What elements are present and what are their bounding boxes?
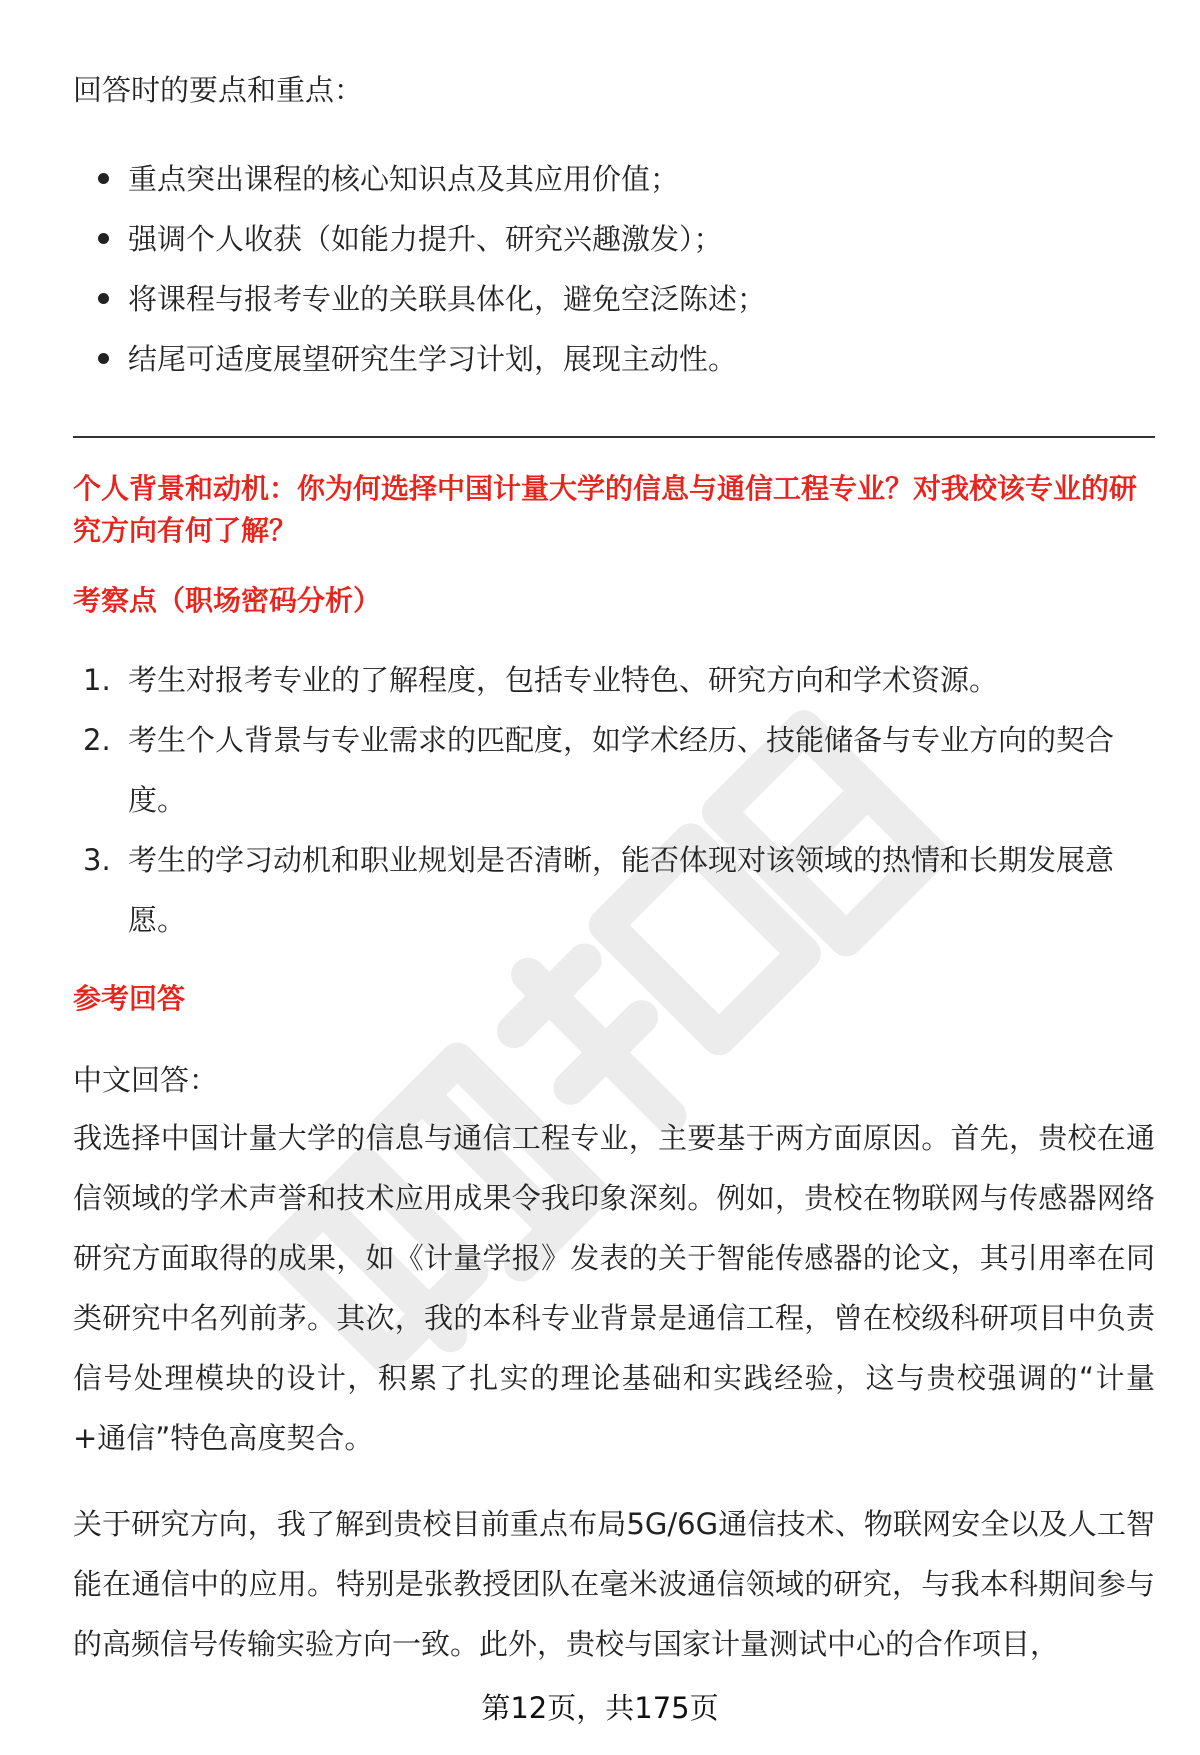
list-item bbox=[73, 710, 1155, 830]
list-item-text: 重点突出课程的核心知识点及其应用价值； bbox=[128, 162, 680, 196]
list-item bbox=[73, 329, 766, 389]
answer-paragraph: 关于研究方向，我了解到贵校目前重点布局5G/6G通信技术、物联网安全以及人工智能在通信中的应用。特别是张教授团队在毫米波通信领域的研究，与我本科期间参与的高频信号传输实验方向一致。此外，贵校与国家计量测试中心的合作项目， bbox=[73, 1507, 1155, 1661]
list-item-text: 强调个人收获（如能力提升、研究兴趣激发）； bbox=[128, 222, 723, 256]
list-number: 2. bbox=[83, 723, 111, 757]
list-item bbox=[73, 830, 1155, 950]
reference-heading: 参考回答 bbox=[73, 982, 186, 1015]
list-item bbox=[73, 149, 766, 209]
list-item bbox=[73, 269, 766, 329]
page-footer: 第12页，共175页 bbox=[481, 1691, 719, 1725]
list-number: 3. bbox=[83, 843, 111, 877]
list-item-text: 结尾可适度展望研究生学习计划，展现主动性。 bbox=[128, 342, 738, 376]
examine-points-list bbox=[73, 650, 1155, 950]
intro-text: 回答时的要点和重点： bbox=[73, 73, 364, 107]
bullet-icon bbox=[98, 233, 109, 244]
examine-heading: 考察点（职场密码分析） bbox=[73, 584, 382, 617]
bullet-icon bbox=[98, 173, 109, 184]
list-item-text: 考生个人背景与专业需求的匹配度，如学术经历、技能储备与专业方向的契合度。 bbox=[128, 723, 1115, 817]
key-points-list bbox=[73, 149, 766, 389]
bullet-icon bbox=[98, 353, 109, 364]
list-item bbox=[73, 650, 1155, 710]
list-item-text: 将课程与报考专业的关联具体化，避免空泛陈述； bbox=[128, 282, 767, 316]
list-item bbox=[73, 209, 766, 269]
list-number: 1. bbox=[83, 663, 111, 697]
list-item-text: 考生的学习动机和职业规划是否清晰，能否体现对该领域的热情和长期发展意愿。 bbox=[128, 843, 1115, 937]
answer-paragraph: 我选择中国计量大学的信息与通信工程专业，主要基于两方面原因。首先，贵校在通信领域的学术声誉和技术应用成果令我印象深刻。例如，贵校在物联网与传感器网络研究方面取得的成果，如《计量学报》发表的关于智能传感器的论文，其引用率在同类研究中名列前茅。其次，我的本科专业背景是通信工程，曾在校级科研项目中负责信号处理模块的设计，积累了扎实的理论基础和实践经验，这与贵校强调的“计量+通信”特色高度契合。 bbox=[73, 1121, 1155, 1455]
section-divider bbox=[73, 436, 1155, 438]
answer-label: 中文回答： bbox=[73, 1063, 219, 1097]
bullet-icon bbox=[98, 293, 109, 304]
question-heading: 个人背景和动机：你为何选择中国计量大学的信息与通信工程专业？对我校该专业的研究方向有何了解？ bbox=[73, 472, 1138, 547]
list-item-text: 考生对报考专业的了解程度，包括专业特色、研究方向和学术资源。 bbox=[128, 663, 999, 697]
